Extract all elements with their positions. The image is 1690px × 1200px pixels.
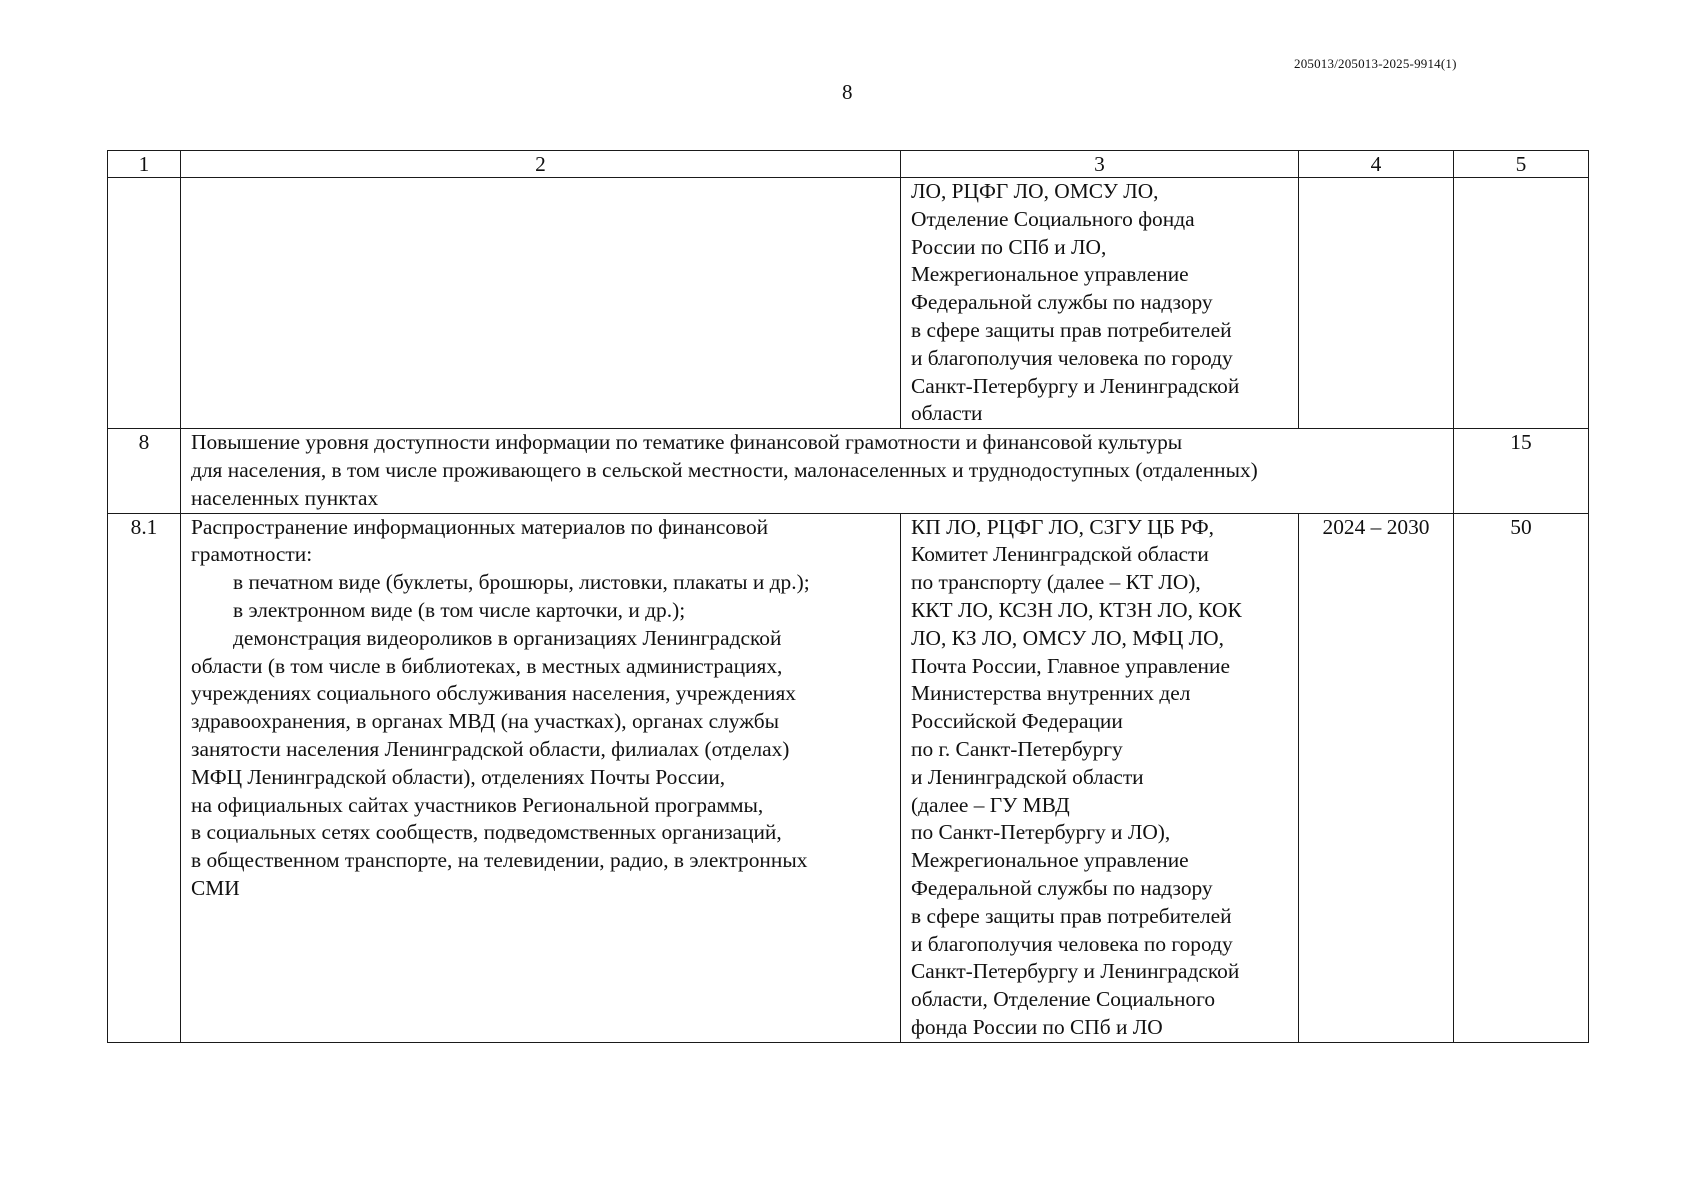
cont-executors-cell [901,178,1299,429]
table-row-continuation [108,178,1589,429]
text-line: фонда России по СПб и ЛО [911,1014,1163,1039]
text-line: области, Отделение Социального [911,987,1216,1012]
text-line: занятости населения Ленинградской области, филиалах (отделах) [191,736,790,761]
row-8-1-description [181,513,901,1042]
text-line: Санкт-Петербургу и Ленинградской [911,373,1240,398]
text-line: области (в том числе в библиотеках, в местных администрациях, [191,653,783,678]
program-table [107,150,1589,1043]
text-line: в электронном виде (в том числе карточки, и др.); [233,597,686,622]
text-line: Распространение информационных материалов по финансовой [191,514,769,539]
text-line: Российской Федерации [911,709,1123,734]
text-line: Министерства внутренних дел [911,681,1191,706]
text-line: Федеральной службы по надзору [911,875,1213,900]
text-line: Отделение Социального фонда [911,206,1195,231]
header-cell-1: 1 [108,151,181,178]
table-header-row [108,151,1589,178]
text-line: по г. Санкт-Петербургу [911,736,1123,761]
text-line: в социальных сетях сообществ, подведомственных организаций, [191,820,782,845]
text-line: демонстрация видеороликов в организациях Ленинградской [233,625,782,650]
text-line: СМИ [191,875,240,900]
table-row-8-1 [108,513,1589,1042]
text-line: Санкт-Петербургу и Ленинградской [911,959,1240,984]
cont-num-cell [108,178,181,429]
text-line: населенных пунктах [191,485,379,510]
text-line: области [911,401,983,426]
header-cell-3: 3 [901,151,1299,178]
text-line: и Ленинградской области [911,764,1144,789]
table-row-8 [108,429,1589,513]
text-line: КП ЛО, РЦФГ ЛО, СЗГУ ЦБ РФ, [911,514,1215,539]
text-line: для населения, в том числе проживающего в сельской местности, малонаселенных и труднодоступных (отдаленных) [191,457,1258,482]
text-line: в сфере защиты прав потребителей [911,317,1232,342]
cont-amount-cell [1454,178,1589,429]
text-line: и благополучия человека по городу [911,345,1233,370]
text-line: здравоохранения, в органах МВД (на участках), органах службы [191,709,779,734]
text-line: (далее – ГУ МВД [911,792,1070,817]
header-cell-5: 5 [1454,151,1589,178]
text-line: по транспорту (далее – КТ ЛО), [911,570,1201,595]
text-line: Межрегиональное управление [911,848,1189,873]
row-8-1-executors [901,513,1299,1042]
cont-period-cell [1299,178,1454,429]
header-cell-2: 2 [181,151,901,178]
document-code: 205013/205013-2025-9914(1) [1294,56,1457,71]
text-line: Межрегиональное управление [911,262,1189,287]
row-8-1-period: 2024 – 2030 [1299,513,1454,1042]
text-line: в сфере защиты прав потребителей [911,903,1232,928]
text-line: в печатном виде (буклеты, брошюры, листовки, плакаты и др.); [233,570,810,595]
row-8-1-amount: 50 [1454,513,1589,1042]
text-line: на официальных сайтах участников Региональной программы, [191,792,764,817]
text-line: учреждениях социального обслуживания населения, учреждениях [191,681,796,706]
text-line: Почта России, Главное управление [911,653,1230,678]
row-8-title [181,429,1454,513]
text-line: России по СПб и ЛО, [911,234,1107,259]
text-line: грамотности: [191,542,313,567]
text-line: ККТ ЛО, КСЗН ЛО, КТЗН ЛО, КОК [911,597,1242,622]
row-8-number: 8 [108,429,181,513]
cont-description-cell [181,178,901,429]
text-line: Федеральной службы по надзору [911,290,1213,315]
text-line: ЛО, РЦФГ ЛО, ОМСУ ЛО, [911,179,1159,203]
row-8-amount: 15 [1454,429,1589,513]
text-line: МФЦ Ленинградской области), отделениях Почты России, [191,764,726,789]
page-number: 8 [842,80,853,104]
text-line: и благополучия человека по городу [911,931,1233,956]
text-line: Повышение уровня доступности информации по тематике финансовой грамотности и финансовой культуры [191,430,1183,455]
text-line: в общественном транспорте, на телевидении, радио, в электронных [191,848,808,873]
row-8-1-number: 8.1 [108,513,181,1042]
text-line: по Санкт-Петербургу и ЛО), [911,820,1171,845]
header-cell-4: 4 [1299,151,1454,178]
text-line: ЛО, КЗ ЛО, ОМСУ ЛО, МФЦ ЛО, [911,625,1224,650]
text-line: Комитет Ленинградской области [911,542,1209,567]
